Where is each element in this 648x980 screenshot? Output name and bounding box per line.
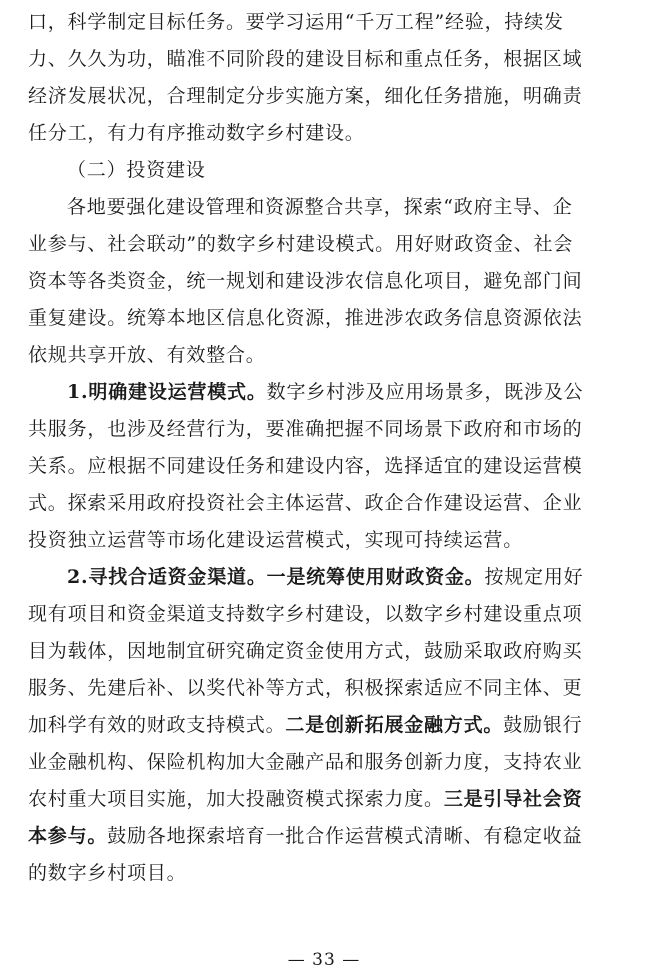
text-run: 农村重大项目实施，加大投融资模式探索力度。 (28, 788, 444, 810)
item2-text: 按规定用好 (484, 566, 584, 588)
text-line: 经济发展状况，合理制定分步实施方案，细化任务措施，明确责 (28, 85, 583, 107)
page-number: — 33 — (287, 950, 361, 970)
paragraph-line: 服务、先建后补、以奖代补等方式，积极探索适应不同主体、更 (28, 677, 583, 699)
paragraph-line: 式。探索采用政府投资社会主体运营、政企合作建设运营、企业 (28, 492, 583, 514)
item2-sub1: 一是统筹使用财政资金。 (266, 566, 485, 588)
paragraph-line: 业参与、社会联动”的数字乡村建设模式。用好财政资金、社会 (28, 233, 574, 255)
paragraph-line (28, 781, 634, 818)
paragraph-line: 资本等各类资金，统一规划和建设涉农信息化项目，避免部门间 (28, 270, 583, 292)
item2-heading: 2.寻找合适资金渠道。 (67, 566, 267, 588)
paragraph-line: 现有项目和资金渠道支持数字乡村建设，以数字乡村建设重点项 (28, 603, 583, 625)
paragraph-line: 重复建设。统筹本地区信息化资源，推进涉农政务信息资源依法 (28, 307, 583, 329)
item2-sub3-part2: 本参与。 (28, 825, 108, 847)
text-run: 鼓励银行 (503, 714, 583, 736)
document-page (28, 0, 634, 892)
text-run: 加科学有效的财政支持模式。 (28, 714, 286, 736)
item2-sub3-part1: 三是引导社会资 (443, 788, 583, 810)
paragraph-line: 关系。应根据不同建设任务和建设内容，选择适宜的建设运营模 (28, 455, 583, 477)
item2-first-line (28, 559, 634, 596)
paragraph-line: 的数字乡村项目。 (28, 862, 187, 884)
paragraph-line: 各地要强化建设管理和资源整合共享，探索“政府主导、企 (67, 196, 573, 218)
paragraph-line: 目为载体，因地制宜研究确定资金使用方式，鼓励采取政府购买 (28, 640, 583, 662)
paragraph-line: 依规共享开放、有效整合。 (28, 344, 266, 366)
item1-heading: 1.明确建设运营模式。 (67, 381, 267, 403)
text-run: 鼓励各地探索培育一批合作运营模式清晰、有稳定收益 (107, 825, 583, 847)
paragraph-line: 业金融机构、保险机构加大金融产品和服务创新力度，支持农业 (28, 751, 583, 773)
paragraph-line (28, 707, 634, 744)
section-heading: （二）投资建设 (67, 159, 206, 181)
item2-sub2: 二是创新拓展金融方式。 (285, 714, 504, 736)
text-line: 力、久久为功，瞄准不同阶段的建设目标和重点任务，根据区域 (28, 48, 583, 70)
item1-text: 数字乡村涉及应用场景多，既涉及公 (266, 381, 584, 403)
paragraph-line: 投资独立运营等市场化建设运营模式，实现可持续运营。 (28, 529, 524, 551)
text-line: 口，科学制定目标任务。要学习运用“千万工程”经验，持续发 (28, 11, 564, 33)
paragraph-line (28, 818, 634, 855)
paragraph-line: 共服务，也涉及经营行为，要准确把握不同场景下政府和市场的 (28, 418, 583, 440)
text-line: 任分工，有力有序推动数字乡村建设。 (28, 122, 365, 144)
item1-first-line (28, 374, 634, 411)
